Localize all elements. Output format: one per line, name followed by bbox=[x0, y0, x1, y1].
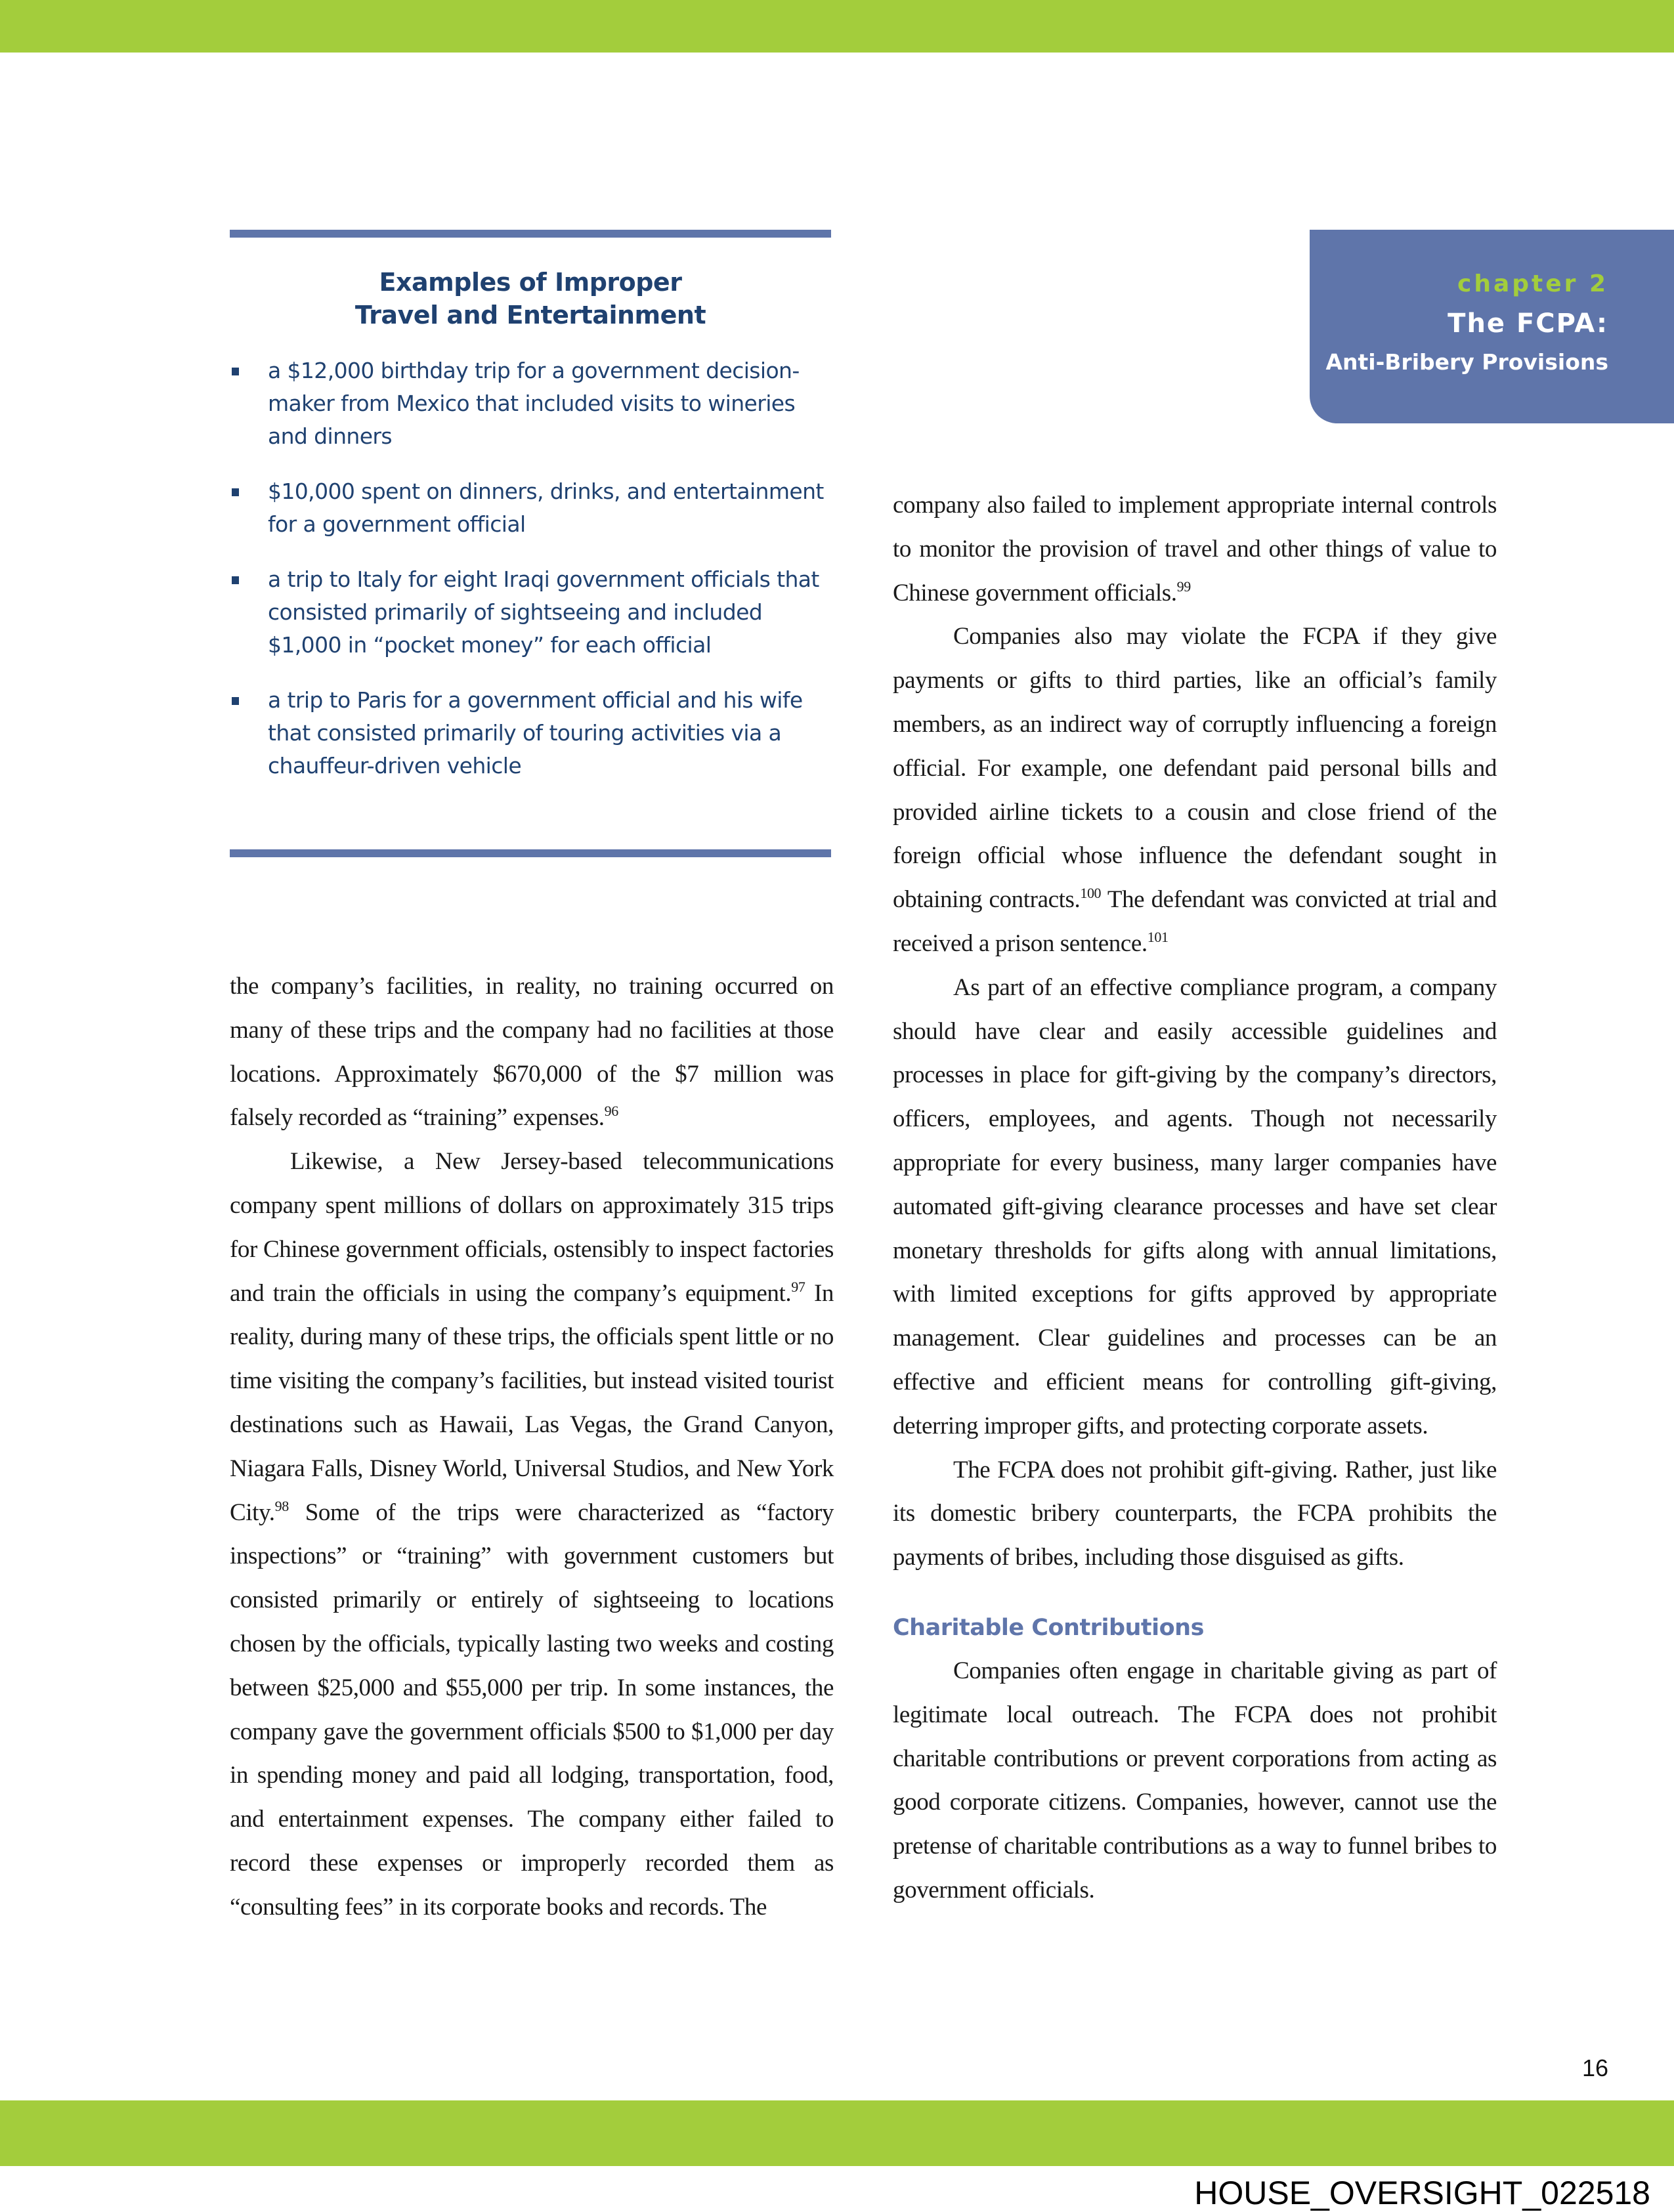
footnote-ref[interactable]: 101 bbox=[1147, 928, 1169, 945]
section-heading: Charitable Contributions bbox=[893, 1614, 1204, 1641]
right-body-column bbox=[893, 484, 1497, 1913]
footnote-ref[interactable]: 96 bbox=[604, 1103, 618, 1120]
sidebar-title bbox=[230, 266, 831, 331]
body-paragraph: The FCPA does not prohibit gift-giving. Rather, just like its domestic bribery counterparts, the FCPA prohibits the payments of bribes, including those disguised as gifts. bbox=[893, 1456, 1497, 1571]
sidebar-example-list bbox=[230, 354, 831, 805]
chapter-title: The FCPA: bbox=[1448, 308, 1608, 339]
body-paragraph: Companies often engage in charitable giving as part of legitimate local outreach. The FCPA does not prohibit charitable contributions or prevent corporations from acting as good corporate citizens. Companies, however, cannot use the pretense of charitable contributions as a way to funnel bribes to government officials. bbox=[893, 1657, 1497, 1904]
list-item: $10,000 spent on dinners, drinks, and entertainment for a government official bbox=[230, 475, 831, 541]
chapter-tab bbox=[1310, 230, 1674, 423]
list-item: a trip to Paris for a government official and his wife that consisted primarily of touring activities via a chauffeur-driven vehicle bbox=[230, 684, 831, 782]
square-bullet-icon bbox=[232, 488, 239, 496]
chapter-subtitle: Anti-Bribery Provisions bbox=[1325, 349, 1608, 375]
square-bullet-icon bbox=[232, 576, 239, 584]
square-bullet-icon bbox=[232, 697, 239, 705]
footnote-ref[interactable]: 100 bbox=[1080, 885, 1102, 902]
left-body-column bbox=[230, 965, 834, 1930]
body-paragraph: Likewise, a New Jersey-based telecommunications company spent millions of dollars on approximately 315 trips for Chinese government officials, ostensibly to inspect factories and train the officials in using the company’s equipment.$^{97}$ In reality, during many of these trips, the officials spent little or no time visiting the company’s facilities, but instead visited tourist destinations such as Hawaii, Las Vegas, the Grand Canyon, Niagara Falls, Disney World, Universal Studios, and New York City.$^{98}$ Some of the trips were characterized as “factory inspections” or “training” with government customers but consisted primarily or entirely of sightseeing to locations chosen by the officials, typically lasting two weeks and costing between $25,000 and $55,000 per trip. In some instances, the company gave the government officials $500 to $1,000 per day in spending money and paid all lodging, transportation, food, and entertainment expenses. The company either failed to record these expenses or improperly recorded them as “consulting fees” in its corporate books and records. The bbox=[230, 1148, 834, 1921]
body-paragraph: the company’s facilities, in reality, no training occurred on many of these trips and the company had no facilities at those locations. Approximately $670,000 of the $7 million was falsely recorded as “training” expenses.$^{96}$ bbox=[230, 973, 834, 1132]
footnote-ref[interactable]: 99 bbox=[1176, 578, 1191, 595]
square-bullet-icon bbox=[232, 368, 239, 375]
sidebar-title-line1: Examples of Improper bbox=[379, 268, 682, 297]
chapter-label: chapter 2 bbox=[1457, 270, 1608, 297]
list-item: a $12,000 birthday trip for a government decision-maker from Mexico that included visits to wineries and dinners bbox=[230, 354, 831, 453]
body-paragraph: As part of an effective compliance program, a company should have clear and easily accessible guidelines and processes in place for gift-giving by the company’s directors, officers, employees, and agents. Though not necessarily appropriate for every business, many larger companies have automated gift-giving clearance processes and have set clear monetary thresholds for gifts along with annual limitations, with limited exceptions for gifts approved by appropriate management. Clear guidelines and processes can be an effective and efficient means for controlling gift-giving, deterring improper gifts, and protecting corporate assets. bbox=[893, 973, 1497, 1439]
footnote-ref[interactable]: 97 bbox=[791, 1278, 805, 1295]
bottom-accent-bar bbox=[0, 2100, 1674, 2166]
top-accent-bar bbox=[0, 0, 1674, 53]
sidebar-title-line2: Travel and Entertainment bbox=[354, 301, 706, 330]
sidebar-bottom-rule bbox=[230, 849, 831, 857]
body-paragraph: company also failed to implement appropriate internal controls to monitor the provision of travel and other things of value to Chinese government officials.$^{99}$ bbox=[893, 492, 1497, 606]
page-number: 16 bbox=[1581, 2054, 1608, 2081]
body-paragraph: Companies also may violate the FCPA if they give payments or gifts to third parties, like an official’s family members, as an indirect way of corruptly influencing a foreign official. For example, one defendant paid personal bills and provided airline tickets to a cousin and close friend of the foreign official whose influence the defendant sought in obtaining contracts.$^{100}$ The defendant was convicted at trial and received a prison sentence.$^{101}$ bbox=[893, 623, 1497, 957]
sidebar-top-rule bbox=[230, 230, 831, 238]
list-item: a trip to Italy for eight Iraqi government officials that consisted primarily of sightseeing and included $1,000 in “pocket money” for each official bbox=[230, 563, 831, 662]
bates-number: HOUSE_OVERSIGHT_022518 bbox=[1194, 2175, 1650, 2211]
footnote-ref[interactable]: 98 bbox=[274, 1497, 289, 1514]
